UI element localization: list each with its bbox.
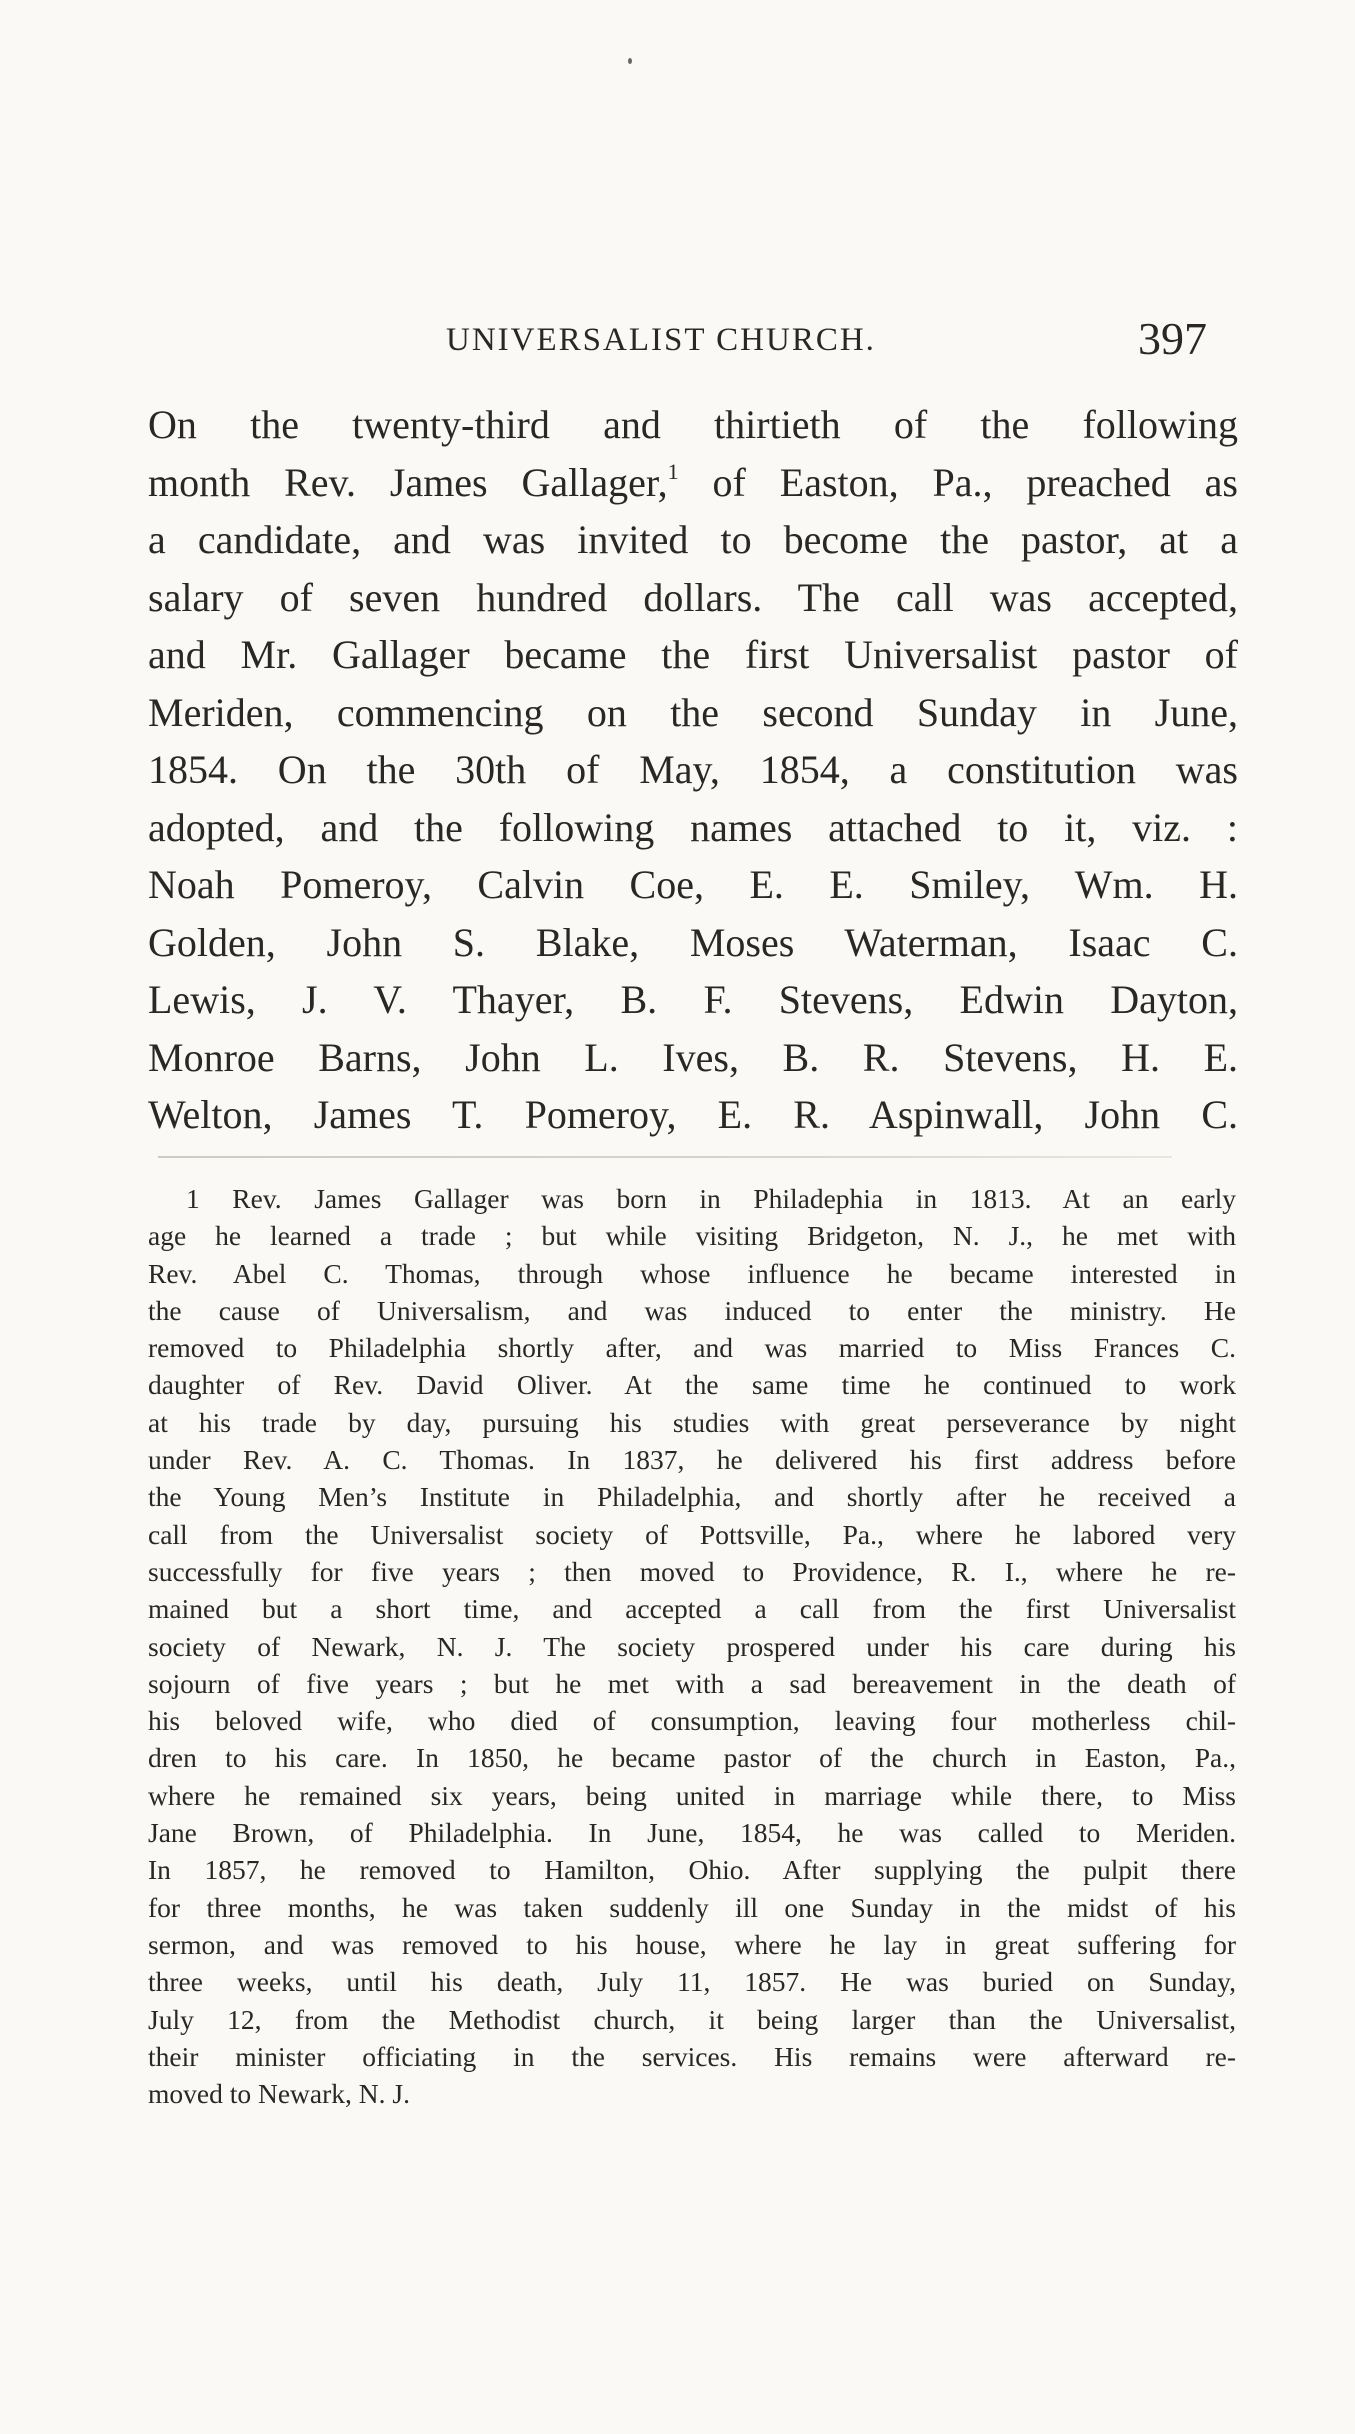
footnote-line: their minister officiating in the services. His remains were afterward re- <box>148 2040 1236 2072</box>
body-line: and Mr. Gallager became the first Universalist pastor of <box>148 632 1238 677</box>
footnote-reference: 1 <box>667 459 679 485</box>
footnote-line: July 12, from the Methodist church, it being larger than the Universalist, <box>148 2003 1236 2035</box>
body-line: Meriden, commencing on the second Sunday in June, <box>148 689 1238 735</box>
body-line: Lewis, J. V. Thayer, B. F. Stevens, Edwin Dayton, <box>148 977 1238 1022</box>
body-line: a candidate, and was invited to become the pastor, at a <box>148 517 1238 562</box>
footnote-line: Jane Brown, of Philadelphia. In June, 1854, he was called to Meriden. <box>148 1817 1236 1849</box>
footnote-rule <box>158 1156 1172 1158</box>
footnote-line: Rev. Abel C. Thomas, through whose influence he became interested in <box>148 1257 1236 1289</box>
running-head <box>148 308 1238 368</box>
footnote-line: society of Newark, N. J. The society prospered under his care during his <box>148 1630 1236 1662</box>
body-line: Welton, James T. Pomeroy, E. R. Aspinwall, John C. <box>148 1092 1238 1137</box>
body-line-segment: month Rev. James Gallager, <box>148 459 668 505</box>
footnote-line: under Rev. A. C. Thomas. In 1837, he delivered his first address before <box>148 1444 1236 1476</box>
body-line: salary of seven hundred dollars. The call was accepted, <box>148 574 1238 620</box>
footnote-line: three weeks, until his death, July 11, 1857. He was buried on Sunday, <box>148 1966 1236 1998</box>
footnote-line: sermon, and was removed to his house, where he lay in great suffering for <box>148 1928 1236 1960</box>
footnote-line: age he learned a trade ; but while visiting Bridgeton, N. J., he met with <box>148 1220 1236 1252</box>
body-line-segment: of Easton, Pa., preached as <box>712 459 1238 505</box>
footnote-line: In 1857, he removed to Hamilton, Ohio. After supplying the pulpit there <box>148 1854 1236 1886</box>
footnote-line: removed to Philadelphia shortly after, and was married to Miss Frances C. <box>148 1332 1236 1364</box>
running-title: UNIVERSALIST CHURCH. <box>446 322 876 358</box>
body-line: Noah Pomeroy, Calvin Coe, E. E. Smiley, Wm. H. <box>148 862 1238 907</box>
footnote-line: the Young Men’s Institute in Philadelphia, and shortly after he received a <box>148 1481 1236 1513</box>
footnote-line: moved to Newark, N. J. <box>148 2078 410 2110</box>
footnote-line: dren to his care. In 1850, he became pastor of the church in Easton, Pa., <box>148 1742 1236 1774</box>
footnote <box>148 1180 1236 2112</box>
main-text <box>148 396 1238 1144</box>
footnote-line: sojourn of five years ; but he met with a sad bereavement in the death of <box>148 1667 1236 1699</box>
body-line: adopted, and the following names attached to it, viz. : <box>148 804 1238 850</box>
footnote-line: successfully for five years ; then moved to Providence, R. I., where he re- <box>148 1555 1236 1587</box>
footnote-line: at his trade by day, pursuing his studies with great perseverance by night <box>148 1406 1236 1438</box>
footnote-line: call from the Universalist society of Pottsville, Pa., where he labored very <box>148 1518 1236 1550</box>
footnote-line: the cause of Universalism, and was induced to enter the ministry. He <box>148 1294 1236 1326</box>
body-line: 1854. On the 30th of May, 1854, a constitution was <box>148 747 1238 792</box>
footnote-line: daughter of Rev. David Oliver. At the same time he continued to work <box>148 1369 1236 1401</box>
page-number: 397 <box>1138 313 1207 364</box>
footnote-line: mained but a short time, and accepted a call from the first Universalist <box>148 1593 1236 1625</box>
body-line: On the twenty-third and thirtieth of the following <box>148 402 1238 447</box>
ink-speck <box>628 58 632 64</box>
footnote-line: 1 Rev. James Gallager was born in Philadephia in 1813. At an early <box>186 1183 1236 1214</box>
footnote-line: his beloved wife, who died of consumption, leaving four motherless chil- <box>148 1705 1236 1737</box>
body-line: Golden, John S. Blake, Moses Waterman, Isaac C. <box>148 919 1238 965</box>
footnote-line: where he remained six years, being united in marriage while there, to Miss <box>148 1779 1236 1811</box>
body-line <box>148 454 1238 512</box>
body-line: Monroe Barns, John L. Ives, B. R. Stevens, H. E. <box>148 1034 1238 1080</box>
footnote-line: for three months, he was taken suddenly ill one Sunday in the midst of his <box>148 1891 1236 1923</box>
